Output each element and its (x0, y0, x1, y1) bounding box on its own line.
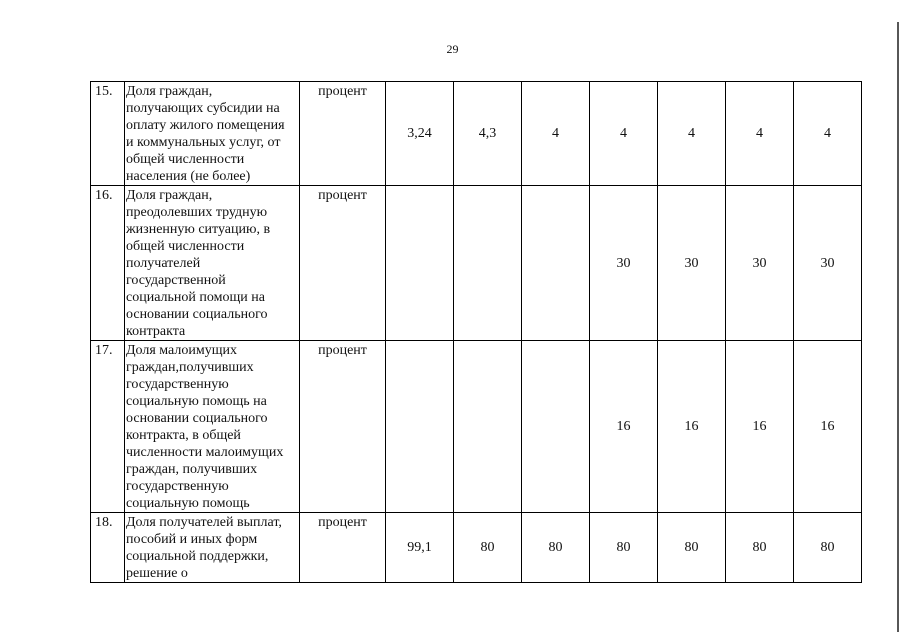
indicator-name-line: социальную помощь на (126, 394, 267, 409)
value-cell: 3,24 (386, 82, 454, 186)
row-number: 16. (91, 186, 125, 341)
indicator-name-line: граждан,получивших (126, 360, 254, 375)
value-cell: 4,3 (454, 82, 522, 186)
indicator-name-line: основании социального (126, 307, 268, 322)
indicator-name-line: решение о (126, 566, 188, 581)
value-cell: 16 (590, 341, 658, 513)
value-cell: 99,1 (386, 513, 454, 583)
scan-edge-line (897, 22, 899, 632)
indicator-name-line: Доля получателей выплат, (126, 515, 282, 530)
indicator-name-line: пособий и иных форм (126, 532, 258, 547)
value-cell: 30 (794, 186, 862, 341)
indicator-name-line: Доля граждан, (126, 188, 213, 203)
indicator-name-line: социальной поддержки, (126, 549, 269, 564)
table-row (91, 82, 862, 186)
indicator-name-line: общей численности (126, 239, 245, 254)
indicator-name-line: Доля граждан, (126, 84, 213, 99)
indicator-name-line: контракта (126, 324, 186, 339)
indicator-name (125, 513, 300, 583)
row-number: 17. (91, 341, 125, 513)
value-cell: 4 (794, 82, 862, 186)
value-cell: 80 (794, 513, 862, 583)
indicator-name-line: контракта, в общей (126, 428, 241, 443)
indicator-name-line: социальную помощь (126, 496, 250, 511)
indicator-name-line: государственную (126, 377, 229, 392)
indicator-name-line: численности малоимущих (126, 445, 284, 460)
value-cell (522, 341, 590, 513)
unit-cell: процент (300, 341, 386, 513)
value-cell: 80 (590, 513, 658, 583)
row-number: 15. (91, 82, 125, 186)
indicator-name-line: граждан, получивших (126, 462, 258, 477)
indicators-table (90, 81, 862, 583)
table-body (91, 82, 862, 583)
value-cell: 30 (590, 186, 658, 341)
indicator-name-line: и коммунальных услуг, от (126, 135, 281, 150)
indicator-name-line: населения (не более) (126, 169, 251, 184)
indicator-name-line: социальной помощи на (126, 290, 265, 305)
table-row (91, 341, 862, 513)
indicator-name (125, 186, 300, 341)
value-cell: 16 (726, 341, 794, 513)
value-cell: 30 (658, 186, 726, 341)
indicator-name (125, 341, 300, 513)
value-cell (454, 186, 522, 341)
value-cell: 4 (726, 82, 794, 186)
value-cell: 80 (454, 513, 522, 583)
indicator-name-line: оплату жилого помещения (126, 118, 285, 133)
value-cell: 30 (726, 186, 794, 341)
value-cell (386, 186, 454, 341)
unit-cell: процент (300, 513, 386, 583)
row-number: 18. (91, 513, 125, 583)
value-cell (522, 186, 590, 341)
value-cell: 4 (590, 82, 658, 186)
value-cell (386, 341, 454, 513)
value-cell: 16 (658, 341, 726, 513)
indicator-name-line: Доля малоимущих (126, 343, 238, 358)
value-cell: 80 (726, 513, 794, 583)
unit-cell: процент (300, 82, 386, 186)
indicator-name-line: получателей (126, 256, 201, 271)
table-row (91, 186, 862, 341)
indicator-name (125, 82, 300, 186)
unit-cell: процент (300, 186, 386, 341)
indicator-name-line: жизненную ситуацию, в (126, 222, 271, 237)
value-cell (454, 341, 522, 513)
indicator-name-line: общей численности (126, 152, 245, 167)
indicator-name-line: государственную (126, 479, 229, 494)
indicator-name-line: государственной (126, 273, 226, 288)
value-cell: 80 (658, 513, 726, 583)
table-row (91, 513, 862, 583)
value-cell: 16 (794, 341, 862, 513)
value-cell: 80 (522, 513, 590, 583)
value-cell: 4 (522, 82, 590, 186)
indicator-name-line: преодолевших трудную (126, 205, 268, 220)
page-number: 29 (446, 42, 459, 56)
indicator-name-line: основании социального (126, 411, 268, 426)
indicator-name-line: получающих субсидии на (126, 101, 280, 116)
value-cell: 4 (658, 82, 726, 186)
